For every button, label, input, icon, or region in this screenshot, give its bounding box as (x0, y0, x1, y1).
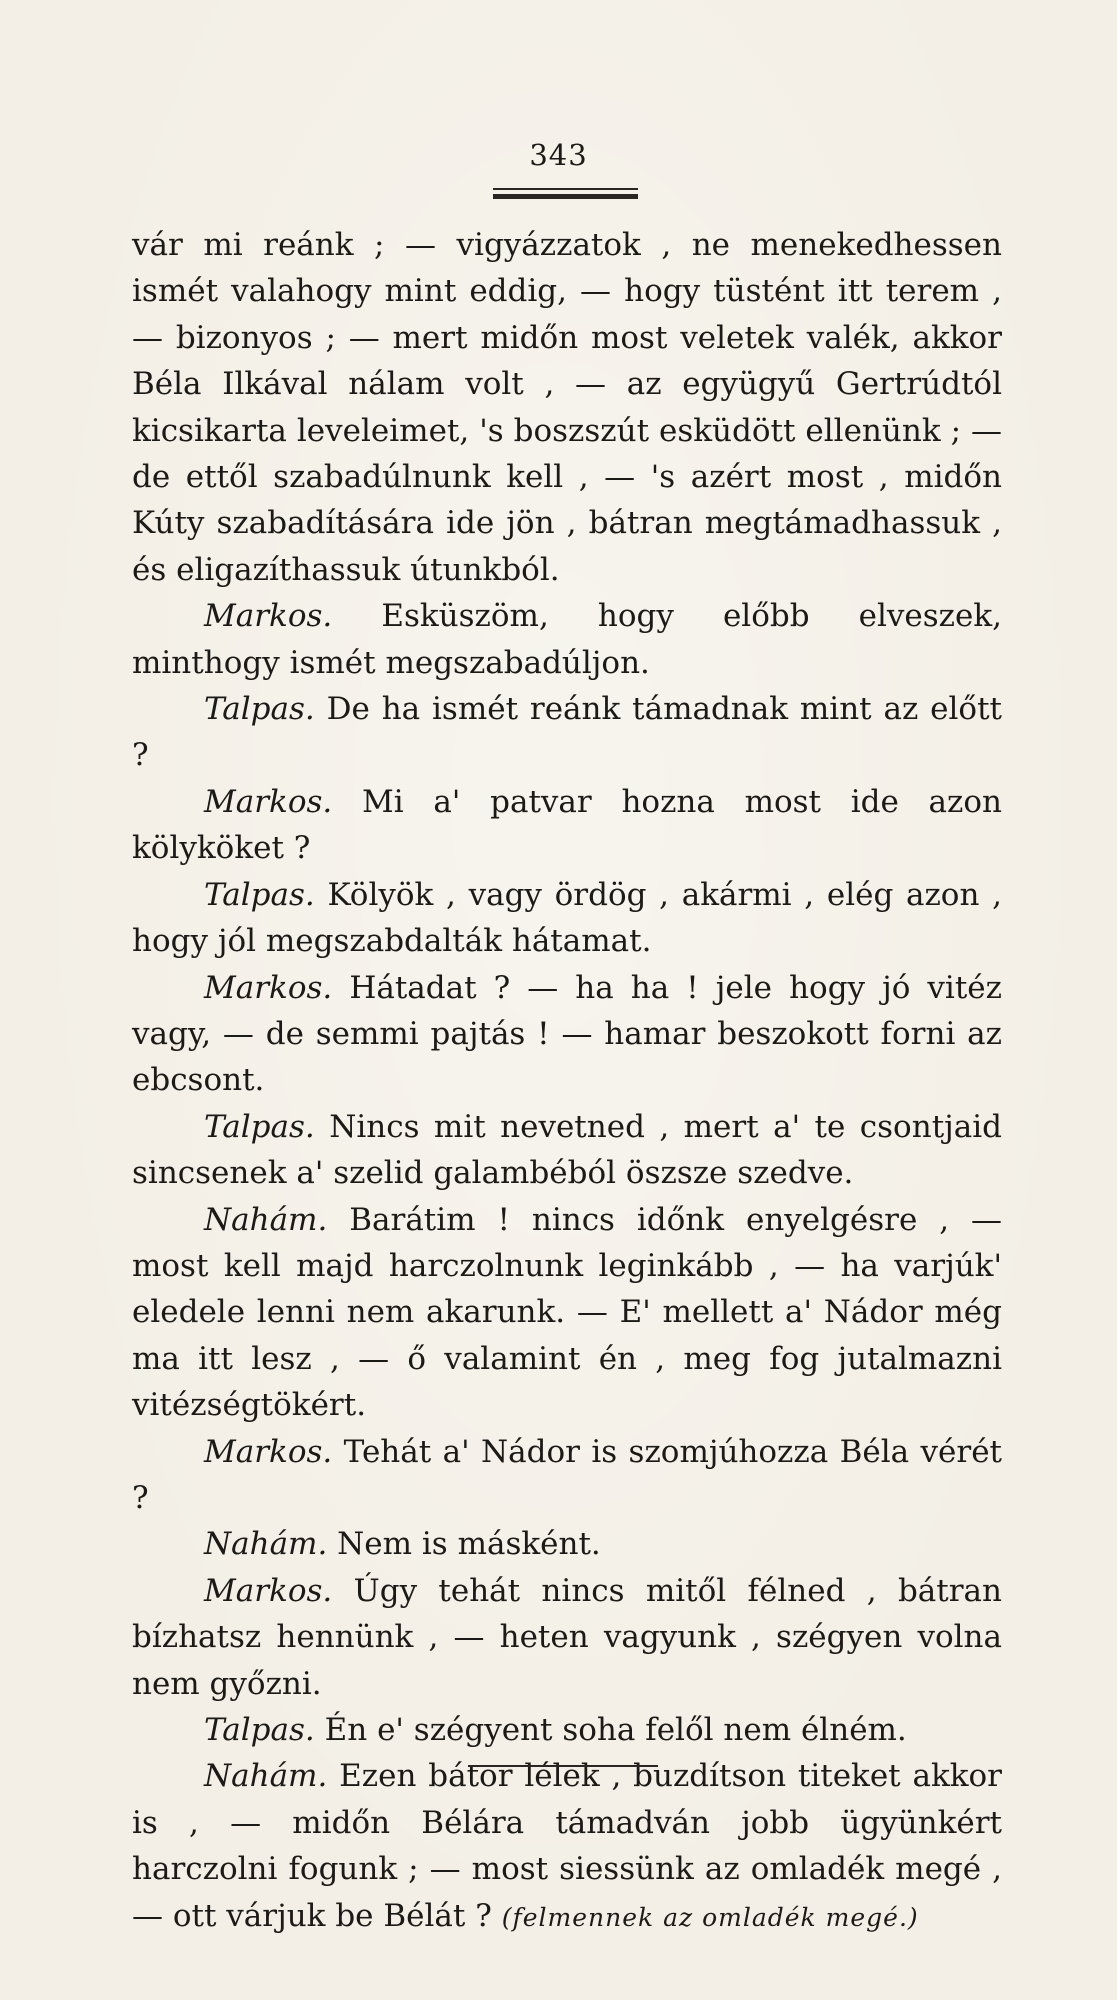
dialogue-line (132, 1707, 1002, 1753)
dialogue-line (132, 779, 1002, 872)
dialogue-text: Úgy tehát nincs mitől félned , bátran bízhatsz hennünk , — heten vagyunk , szégyen volna nem győzni. (132, 1572, 1002, 1702)
dialogue-text: Nincs mit nevetned , mert a' te csontjaid sincsenek a' szelid galambéból öszsze szedve. (132, 1108, 1002, 1192)
speaker-name: Nahám. (204, 1201, 328, 1238)
dialogue-text: Tehát a' Nádor is szomjúhozza Béla vérét ? (132, 1433, 1003, 1516)
speaker-name: Markos. (204, 969, 333, 1006)
dialogue-line (132, 1197, 1002, 1429)
paragraph (132, 222, 1002, 593)
speaker-name: Markos. (204, 598, 333, 635)
dialogue-line (132, 1521, 1002, 1567)
speaker-name: Talpas. (204, 876, 315, 913)
dialogue-line (132, 1429, 1002, 1522)
paragraph-text: vár mi reánk ; — vigyázzatok , ne menekedhessen ismét valahogy mint eddig, — hogy tüstént itt terem , — bizonyos ; — mert midőn most veletek valék, akkor Béla Ilkával nálam volt , — az együgyű Gertrúdtól kicsikarta leveleimet, 's boszszút esküdött ellenünk ; — de ettől szabadúlnunk kell , — 's azért most , midőn Kúty szabadítására ide jön , bátran megtámadhassuk , és eligazíthassuk útunkból. (132, 227, 1002, 588)
speaker-name: Markos. (204, 1572, 333, 1609)
speaker-name: Markos. (204, 1433, 333, 1470)
dialogue-line (132, 1104, 1002, 1197)
speaker-name: Markos. (204, 783, 333, 820)
closing-rule (468, 1765, 658, 1767)
page-text (132, 222, 1002, 1941)
dialogue-text: Nem is másként. (337, 1526, 601, 1563)
speaker-name: Talpas. (204, 1712, 315, 1748)
stage-direction: (felmennek az omladék megé.) (501, 1902, 919, 1932)
dialogue-line (132, 686, 1002, 779)
dialogue-text: Hátadat ? — ha ha ! jele hogy jó vitéz vagy, — de semmi pajtás ! — hamar beszokott forni az ebcsont. (132, 969, 1002, 1099)
speaker-name: Nahám. (204, 1526, 328, 1563)
dialogue-text: Én e' szégyent soha felől nem élném. (324, 1712, 907, 1748)
speaker-name: Talpas. (204, 691, 315, 728)
dialogue-text: De ha ismét reánk támadnak mint az előtt ? (132, 691, 1003, 774)
dialogue-text: Ezen bátor lélek , buzdítson titeket akkor is , — midőn Bélára támadván jobb ügyünkért harczolni fogunk ; — most siessünk az omladék megé , — ott várjuk be Bélát ? (132, 1758, 1002, 1934)
dialogue-line (132, 872, 1002, 965)
dialogue-text: Mi a' patvar hozna most ide azon kölyköket ? (132, 783, 1003, 867)
dialogue-text: Esküszöm, hogy előbb elveszek, minthogy ismét megszabadúljon. (132, 598, 1002, 681)
dialogue-text: Kölyök , vagy ördög , akármi , elég azon , hogy jól megszabdalták hátamat. (132, 876, 1002, 960)
dialogue-line (132, 1753, 1002, 1941)
speaker-name: Nahám. (204, 1758, 328, 1795)
dialogue-line (132, 593, 1002, 686)
dialogue-line (132, 965, 1002, 1104)
header-rule (493, 188, 638, 199)
page-number: 343 (529, 138, 588, 172)
dialogue-text: Barátim ! nincs időnk enyelgésre , — most kell majd harczolnunk leginkább , — ha varjúk' eledele lenni nem akarunk. — E' mellett a' Nádor még ma itt lesz , — ő valamint én , meg fog jutalmazni vitézségtökért. (132, 1201, 1002, 1424)
speaker-name: Talpas. (204, 1108, 315, 1145)
dialogue-line (132, 1568, 1002, 1707)
